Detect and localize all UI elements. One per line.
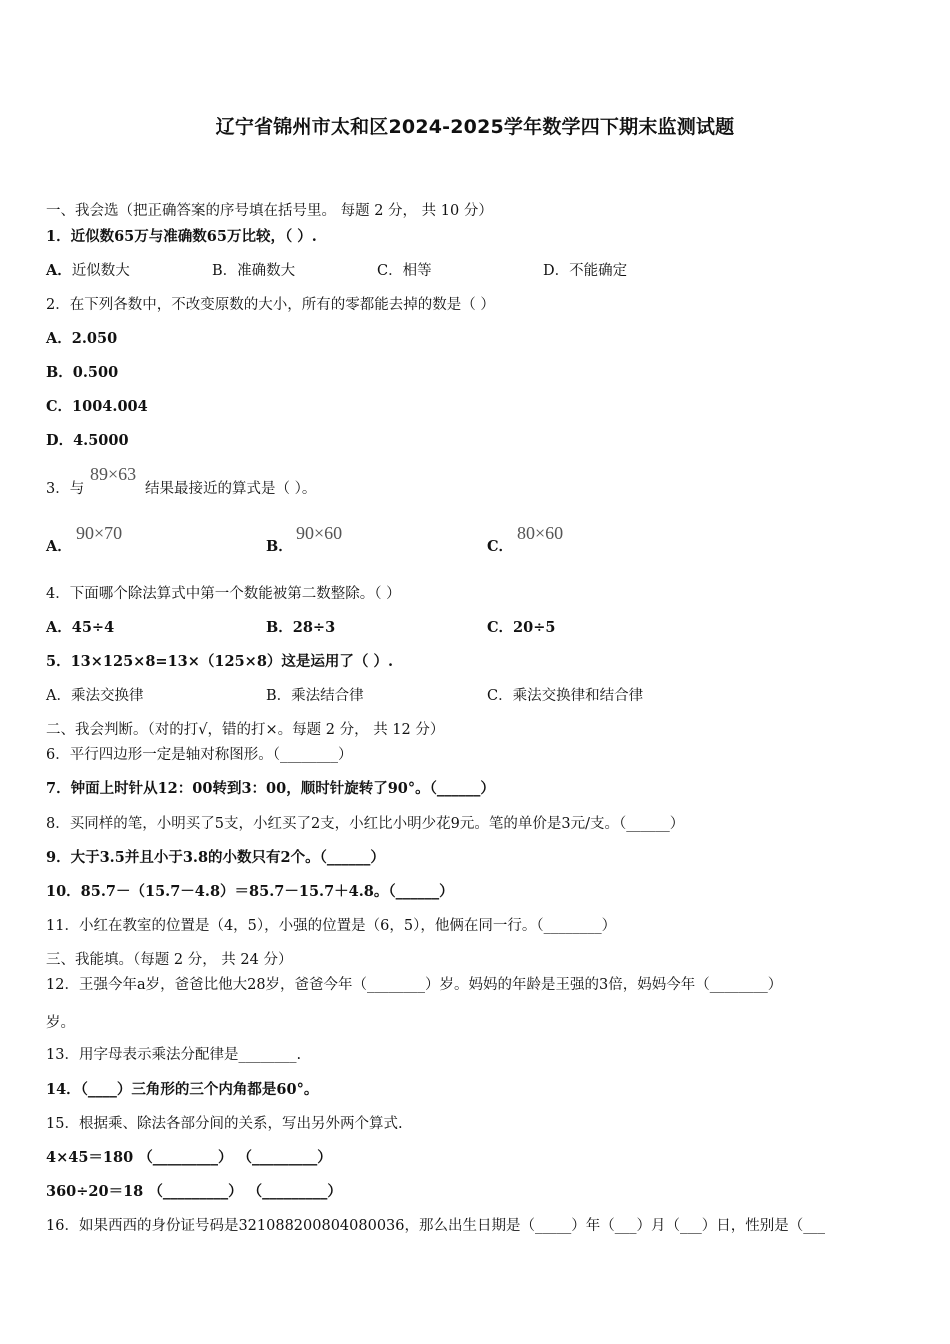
q1-option-b: B．准确数大 (212, 263, 296, 279)
q3-option-b-expr: 90×60 (296, 523, 343, 543)
q3-option-a-expr: 90×70 (76, 523, 123, 543)
question-3-suffix: 结果最接近的算式是（ ）。 (145, 481, 317, 497)
question-14: 14．（____）三角形的三个内角都是60°。 (46, 1081, 319, 1098)
q3-expression: 89×63 (90, 464, 137, 484)
q3-option-c-label: C． (487, 538, 514, 555)
question-13: 13．用字母表示乘法分配律是________. (46, 1047, 302, 1063)
q1-option-a: A．近似数大 (46, 262, 130, 279)
question-1: 1．近似数65万与准确数65万比较，（ ）. (46, 228, 317, 245)
q2-option-c: C．1004.004 (46, 398, 148, 415)
question-3-prefix: 3．与 (46, 481, 85, 497)
section-1-heading: 一、我会选（把正确答案的序号填在括号里。 每题 2 分， 共 10 分） (46, 203, 493, 219)
q5-option-a: A．乘法交换律 (46, 688, 144, 704)
q3-option-a-label: A． (46, 538, 72, 555)
question-8: 8．买同样的笔，小明买了5支，小红买了2支，小红比小明少花9元。笔的单价是3元/支。（______） (46, 816, 685, 832)
question-11: 11．小红在教室的位置是（4，5），小强的位置是（6，5），他俩在同一行。（________） (46, 918, 617, 934)
q4-option-a: A．45÷4 (46, 619, 115, 636)
question-16: 16．如果西西的身份证号码是321088200804080036，那么出生日期是（_____）年（___）月（___）日，性别是（___ (46, 1218, 826, 1234)
question-6: 6．平行四边形一定是轴对称图形。（________） (46, 747, 353, 763)
q2-option-b: B．0.500 (46, 364, 119, 381)
q3-option-b-label: B． (266, 538, 293, 555)
page-title: 辽宁省锦州市太和区2024-2025学年数学四下期末监测试题 (215, 116, 735, 138)
q4-option-c: C．20÷5 (487, 619, 556, 636)
question-12-line-1: 12．王强今年a岁，爸爸比他大28岁，爸爸今年（________）岁。妈妈的年龄是王强的3倍，妈妈今年（________） (46, 977, 783, 993)
question-2: 2．在下列各数中，不改变原数的大小，所有的零都能去掉的数是（ ） (46, 297, 495, 313)
question-4: 4．下面哪个除法算式中第一个数能被第二数整除。（ ） (46, 586, 401, 602)
q1-option-c: C．相等 (377, 263, 432, 279)
question-10: 10．85.7－（15.7－4.8）＝85.7－15.7＋4.8。（______） (46, 883, 454, 900)
q5-option-c: C．乘法交换律和结合律 (487, 688, 644, 704)
question-9: 9．大于3.5并且小于3.8的小数只有2个。（______） (46, 849, 385, 866)
question-7: 7．钟面上时针从12：00转到3：00，顺时针旋转了90°。（______） (46, 780, 495, 797)
q2-option-d: D．4.5000 (46, 432, 129, 449)
question-15: 15．根据乘、除法各部分间的关系，写出另外两个算式. (46, 1116, 403, 1132)
q5-option-b: B．乘法结合律 (266, 688, 364, 704)
question-5: 5．13×125×8=13×（125×8）这是运用了（ ）. (46, 653, 394, 670)
section-3-heading: 三、我能填。（每题 2 分， 共 24 分） (46, 952, 293, 968)
section-2-heading: 二、我会判断。（对的打√，错的打×。每题 2 分， 共 12 分） (46, 722, 445, 738)
q1-option-d: D．不能确定 (543, 263, 628, 279)
question-15-row-1: 4×45＝180 （_________） （_________） (46, 1149, 332, 1166)
q3-option-c-expr: 80×60 (517, 523, 564, 543)
q4-option-b: B．28÷3 (266, 619, 336, 636)
question-15-row-2: 360÷20＝18 （_________） （_________） (46, 1183, 342, 1200)
q2-option-a: A．2.050 (46, 330, 118, 347)
question-12-line-2: 岁。 (46, 1015, 75, 1031)
